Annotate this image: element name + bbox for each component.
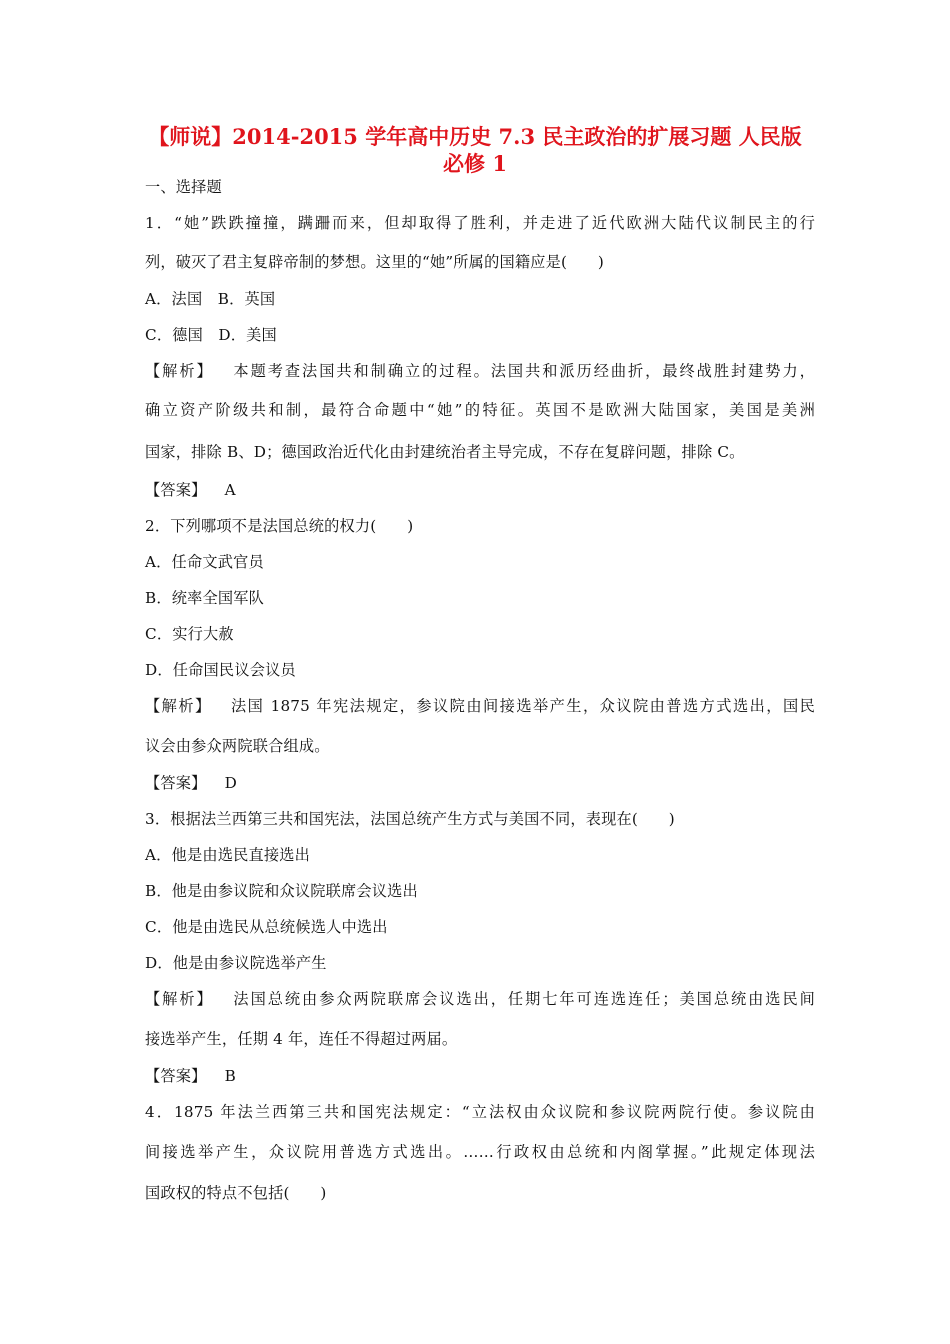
q2-analysis-text-1: 法国 1875 年宪法规定，参议院由间接选举产生，众议院由普选方式选出，国民: [229, 697, 816, 715]
q3-analysis-line-1: [145, 988, 815, 1010]
q3-analysis-text-1: 法国总统由参众两院联席会议选出，任期七年可连选连任；美国总统由选民间: [231, 990, 815, 1008]
q3-answer-line: [145, 1065, 815, 1087]
q2-option-d: D．任命国民议会议员: [145, 661, 296, 679]
q2-stem: 2．下列哪项不是法国总统的权力( ): [145, 517, 414, 535]
document-title-line-2: 必修 1: [443, 151, 507, 176]
q1-answer-value: A: [224, 481, 236, 499]
q1-answer-line: [145, 479, 815, 501]
q3-option-d: D．他是由参议院选举产生: [145, 954, 327, 972]
q3-option-a: A．他是由选民直接选出: [145, 846, 311, 864]
q1-stem-line-1: 1．“她”跌跌撞撞，蹒跚而来，但却取得了胜利，并走进了近代欧洲大陆代议制民主的行: [145, 214, 815, 232]
q4-stem-line-2: 间接选举产生，众议院用普选方式选出。……行政权由总统和内阁掌握。”此规定体现法: [145, 1143, 815, 1161]
q1-options-line-2: C．德国 D．美国: [145, 326, 277, 344]
q3-analysis-line-2: 接选举产生，任期 4 年，连任不得超过两届。: [145, 1030, 458, 1048]
section-heading: 一、选择题: [145, 178, 222, 196]
q3-option-b: B．他是由参议院和众议院联席会议选出: [145, 882, 418, 900]
analysis-label: 【解析】: [145, 990, 214, 1008]
q1-analysis-line-2: 确立资产阶级共和制，最符合命题中“她”的特征。英国不是欧洲大陆国家，美国是美洲: [145, 401, 815, 419]
q1-analysis-line-1: [145, 360, 815, 382]
q2-option-b: B．统率全国军队: [145, 589, 265, 607]
analysis-label: 【解析】: [145, 362, 214, 380]
q1-analysis-line-3: 国家，排除 B、D；德国政治近代化由封建统治者主导完成，不存在复辟问题，排除 C。: [145, 443, 745, 461]
document-title-line-1: 【师说】2014-2015 学年高中历史 7.3 民主政治的扩展习题 人民版: [148, 124, 802, 149]
answer-label: 【答案】: [145, 774, 207, 792]
q1-options-line-1: A．法国 B．英国: [145, 290, 276, 308]
q3-option-c: C．他是由选民从总统候选人中选出: [145, 918, 388, 936]
q1-analysis-text-1: 本题考查法国共和制确立的过程。法国共和派历经曲折，最终战胜封建势力，: [231, 362, 815, 380]
q2-answer-line: [145, 772, 815, 794]
q4-stem-line-1: 4．1875 年法兰西第三共和国宪法规定：“立法权由众议院和参议院两院行使。参议院由: [145, 1103, 815, 1121]
q2-analysis-line-2: 议会由参众两院联合组成。: [145, 737, 330, 755]
q3-stem: 3．根据法兰西第三共和国宪法，法国总统产生方式与美国不同，表现在( ): [145, 810, 675, 828]
answer-label: 【答案】: [145, 481, 207, 499]
q2-answer-value: D: [224, 774, 237, 792]
q2-analysis-line-1: [145, 695, 815, 717]
q2-option-c: C．实行大赦: [145, 625, 234, 643]
q2-option-a: A．任命文武官员: [145, 553, 264, 571]
answer-label: 【答案】: [145, 1067, 207, 1085]
analysis-label: 【解析】: [145, 697, 212, 715]
q3-answer-value: B: [224, 1067, 236, 1085]
q4-stem-line-3: 国政权的特点不包括( ): [145, 1184, 327, 1202]
q1-stem-line-2: 列，破灭了君主复辟帝制的梦想。这里的“她”所属的国籍应是( ): [145, 253, 605, 271]
